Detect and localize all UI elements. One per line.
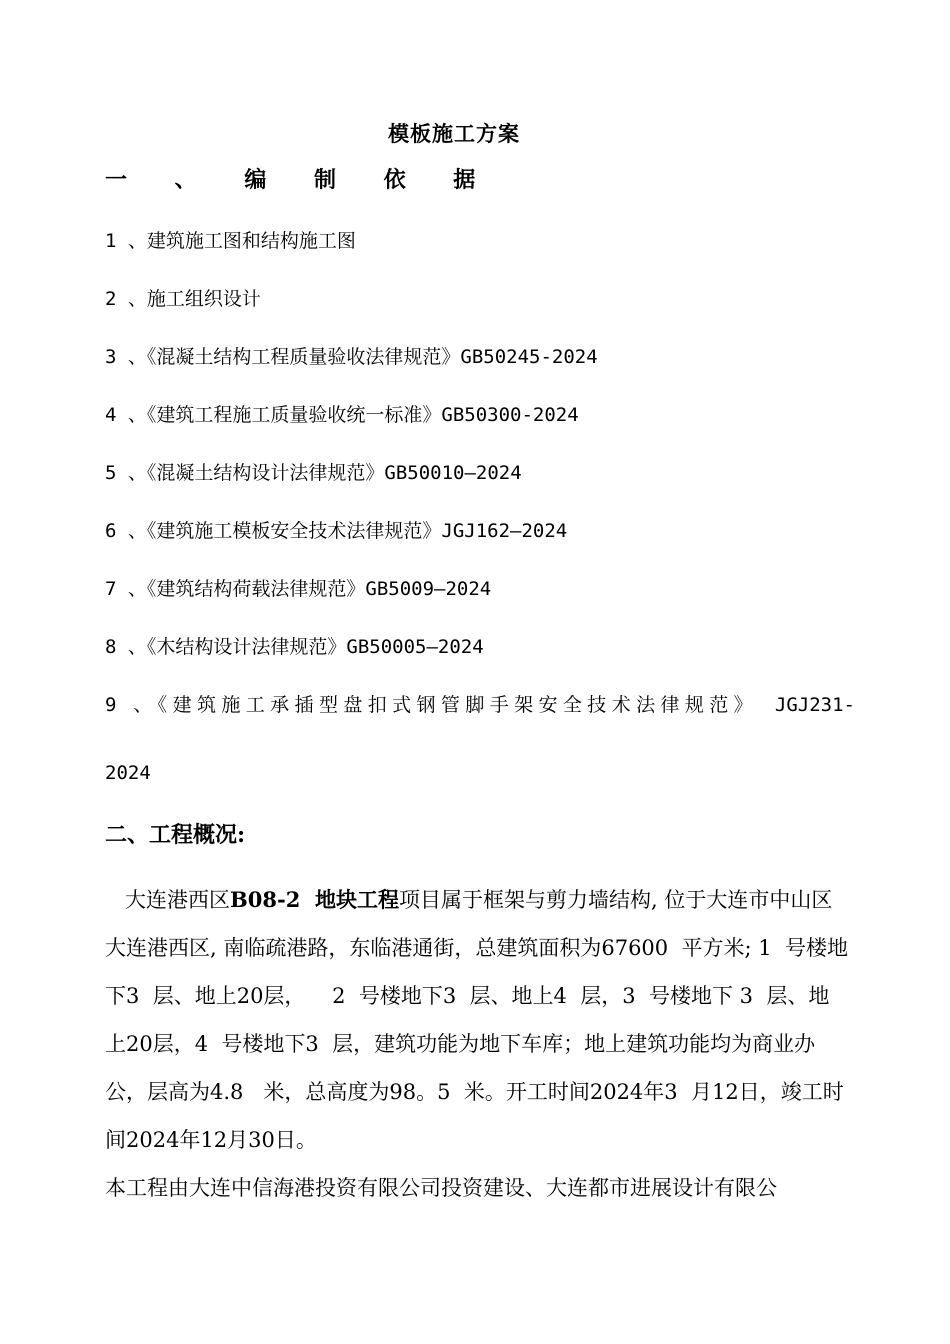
section2-heading: 二、工程概况: (105, 822, 246, 848)
basis-item-6: 6 、《建筑施工模板安全技术法律规范》JGJ162—2024 (105, 520, 568, 542)
basis-item-7: 7 、《建筑结构荷载法律规范》GB5009—2024 (105, 578, 492, 600)
page-title: 模板施工方案 (388, 121, 520, 146)
overview-p1-rest: 项目属于框架与剪力墙结构, 位于大连市中山区大连港西区, 南临疏港路，东临港通街，总建筑面积为67600 平方米; 1 号楼地下3 层、地上20层， 2 号楼地下3 层、地上4 层，3 号楼地下 3 层、地上20层，4 号楼地下3 层，建筑功能为地下车库；地上建筑功能均为商业办公，层高为4.8 米，总高度为98。5 米。开工时间2024年3 月12日，竣工时间2024年12月30日。 (105, 888, 848, 1152)
basis-item-5: 5 、《混凝土结构设计法律规范》GB50010—2024 (105, 462, 522, 484)
overview-p1-project-name: B08-2 地块工程 (230, 887, 399, 912)
basis-item-8: 8 、《木结构设计法律规范》GB50005—2024 (105, 636, 484, 658)
basis-item-1: 1 、建筑施工图和结构施工图 (105, 230, 356, 252)
overview-paragraph-1 (105, 876, 850, 1164)
basis-item-2: 2 、施工组织设计 (105, 288, 261, 310)
section1-heading: 一 、 编 制 依 据 (105, 167, 496, 193)
overview-paragraph-2: 本工程由大连中信海港投资有限公司投资建设、大连都市进展设计有限公 (105, 1176, 777, 1200)
basis-item-9-continuation: 2024 (105, 762, 151, 784)
overview-p1-prefix: 大连港西区 (105, 888, 231, 912)
project-overview (105, 876, 850, 1212)
basis-item-3: 3 、《混凝土结构工程质量验收法律规范》GB50245-2024 (105, 346, 598, 368)
basis-item-9: 9 、《建筑施工承插型盘扣式钢管脚手架安全技术法律规范》 JGJ231- (105, 694, 855, 716)
basis-item-4: 4 、《建筑工程施工质量验收统一标准》GB50300-2024 (105, 404, 579, 426)
